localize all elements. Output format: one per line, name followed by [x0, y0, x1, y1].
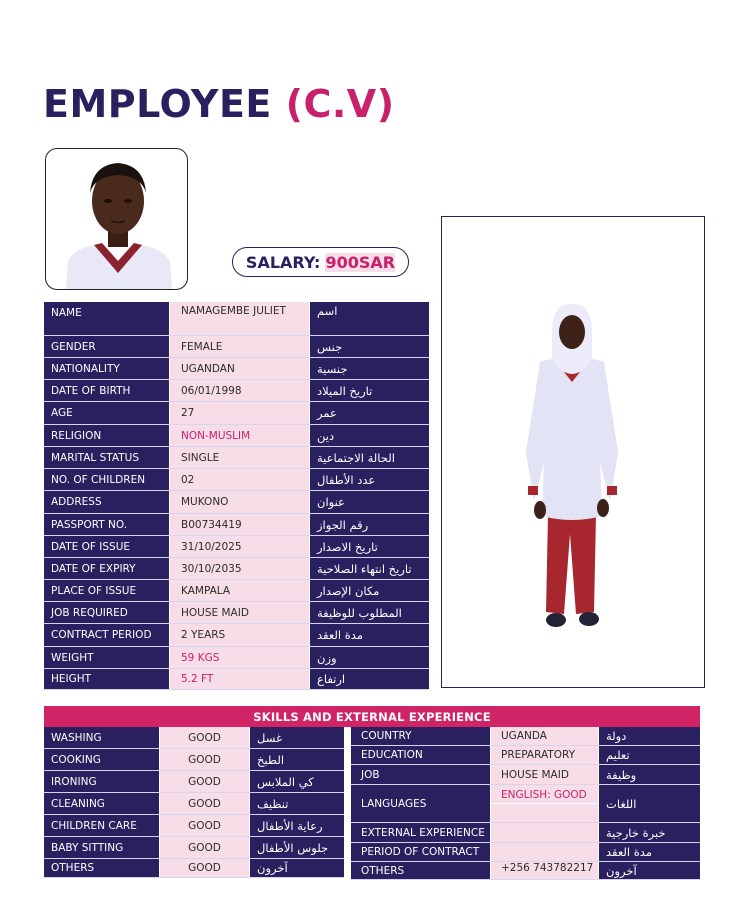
table-row [44, 447, 429, 469]
experience-label: JOB [351, 765, 491, 784]
field-label-arabic: دين [310, 425, 429, 446]
title-accent: (C.V) [285, 82, 395, 126]
page-title [43, 82, 395, 126]
skill-label: BABY SITTING [44, 837, 160, 858]
experience-label: OTHERS [351, 862, 491, 879]
experience-label: EDUCATION [351, 746, 491, 764]
skill-rating: GOOD [160, 859, 250, 877]
skill-rating: GOOD [160, 771, 250, 792]
skill-label: OTHERS [44, 859, 160, 877]
skill-row [44, 749, 344, 771]
skill-row [44, 815, 344, 837]
experience-row [351, 746, 700, 765]
table-row [44, 336, 429, 358]
skills-section-header: SKILLS AND EXTERNAL EXPERIENCE [44, 706, 700, 727]
field-label-arabic: مكان الإصدار [310, 580, 429, 601]
skill-rating: GOOD [160, 815, 250, 836]
experience-value [491, 823, 599, 842]
field-value: B00734419 [170, 514, 310, 535]
experience-row [351, 785, 700, 823]
skill-label: WASHING [44, 727, 160, 748]
table-row [44, 580, 429, 602]
experience-value: PREPARATORY [491, 746, 599, 764]
experience-label-arabic: مدة العقد [599, 843, 700, 861]
field-label: JOB REQUIRED [44, 602, 170, 623]
experience-label-arabic: اللغات [599, 785, 700, 822]
field-label: GENDER [44, 336, 170, 357]
table-row [44, 536, 429, 558]
field-label: DATE OF ISSUE [44, 536, 170, 557]
field-label-arabic: عدد الأطفال [310, 469, 429, 490]
table-row [44, 425, 429, 447]
field-label-arabic: اسم [310, 302, 429, 335]
field-label: WEIGHT [44, 647, 170, 668]
skill-label-arabic: رعاية الأطفال [250, 815, 344, 836]
field-value: UGANDAN [170, 358, 310, 379]
table-row [44, 602, 429, 624]
field-label-arabic: المطلوب للوظيفة [310, 602, 429, 623]
skill-rating: GOOD [160, 793, 250, 814]
experience-label-arabic: وظيفة [599, 765, 700, 784]
experience-row [351, 823, 700, 843]
skills-table [44, 727, 344, 878]
experience-value: +256 743782217 [491, 862, 599, 879]
field-label: MARITAL STATUS [44, 447, 170, 468]
skill-row [44, 727, 344, 749]
field-label-arabic: ارتفاع [310, 669, 429, 689]
portrait-image [64, 157, 172, 289]
table-row [44, 514, 429, 536]
table-row [44, 358, 429, 380]
title-main: EMPLOYEE [43, 82, 272, 126]
experience-label-arabic: تعليم [599, 746, 700, 764]
field-label-arabic: الحالة الاجتماعية [310, 447, 429, 468]
skill-label-arabic: كي الملابس [250, 771, 344, 792]
field-label: ADDRESS [44, 491, 170, 513]
field-label-arabic: تاريخ الميلاد [310, 380, 429, 401]
skill-label-arabic: الطبخ [250, 749, 344, 770]
skill-label-arabic: تنظيف [250, 793, 344, 814]
field-label: NO. OF CHILDREN [44, 469, 170, 490]
field-value: 59 KGS [170, 647, 310, 668]
skill-row [44, 793, 344, 815]
skill-label-arabic: غسل [250, 727, 344, 748]
skill-label-arabic: جلوس الأطفال [250, 837, 344, 858]
experience-value [491, 785, 599, 822]
field-value: MUKONO [170, 491, 310, 513]
experience-label: EXTERNAL EXPERIENCE [351, 823, 491, 842]
skill-label: COOKING [44, 749, 160, 770]
salary-value: 900SAR [325, 252, 396, 272]
field-label: AGE [44, 402, 170, 424]
field-label: NATIONALITY [44, 358, 170, 379]
field-label: PASSPORT NO. [44, 514, 170, 535]
field-value: 2 YEARS [170, 624, 310, 646]
table-row [44, 647, 429, 669]
experience-row [351, 862, 700, 880]
skill-row [44, 837, 344, 859]
skill-label-arabic: آخرون [250, 859, 344, 877]
field-label-arabic: تاريخ الاصدار [310, 536, 429, 557]
field-label-arabic: رقم الجواز [310, 514, 429, 535]
personal-info-table [44, 302, 429, 690]
experience-row [351, 727, 700, 746]
full-body-photo [441, 216, 705, 688]
field-value: 5.2 FT [170, 669, 310, 689]
salary-label: SALARY: [245, 252, 321, 272]
field-label: HEIGHT [44, 669, 170, 689]
experience-value: UGANDA [491, 727, 599, 745]
field-label: DATE OF BIRTH [44, 380, 170, 401]
table-row [44, 302, 429, 336]
field-value: SINGLE [170, 447, 310, 468]
table-row [44, 624, 429, 647]
field-label-arabic: تاريخ انتهاء الصلاحية [310, 558, 429, 579]
experience-value [491, 843, 599, 861]
field-label: CONTRACT PERIOD [44, 624, 170, 646]
skill-row [44, 859, 344, 878]
experience-value: HOUSE MAID [491, 765, 599, 784]
field-label: PLACE OF ISSUE [44, 580, 170, 601]
field-value: HOUSE MAID [170, 602, 310, 623]
experience-label-arabic: دولة [599, 727, 700, 745]
field-value: 06/01/1998 [170, 380, 310, 401]
skill-rating: GOOD [160, 749, 250, 770]
table-row [44, 669, 429, 690]
field-value: 30/10/2035 [170, 558, 310, 579]
experience-row [351, 843, 700, 862]
salary-badge [232, 247, 409, 277]
skill-rating: GOOD [160, 837, 250, 858]
experience-label-arabic: خبرة خارجية [599, 823, 700, 842]
field-value: 31/10/2025 [170, 536, 310, 557]
table-row [44, 380, 429, 402]
full-body-image [512, 302, 632, 642]
field-label-arabic: مدة العقد [310, 624, 429, 646]
experience-table [351, 727, 700, 880]
experience-label: COUNTRY [351, 727, 491, 745]
experience-label: LANGUAGES [351, 785, 491, 822]
skill-label: CHILDREN CARE [44, 815, 160, 836]
field-label-arabic: وزن [310, 647, 429, 668]
field-value: FEMALE [170, 336, 310, 357]
field-value: NAMAGEMBE JULIET [170, 302, 310, 335]
experience-row [351, 765, 700, 785]
language-value-2 [491, 803, 598, 822]
language-value: ENGLISH: GOOD [501, 789, 587, 801]
portrait-photo [45, 148, 188, 290]
skill-label: IRONING [44, 771, 160, 792]
field-value: 02 [170, 469, 310, 490]
field-label: NAME [44, 302, 170, 335]
table-row [44, 491, 429, 514]
field-label: RELIGION [44, 425, 170, 446]
field-label-arabic: عمر [310, 402, 429, 424]
field-value: 27 [170, 402, 310, 424]
skill-rating: GOOD [160, 727, 250, 748]
table-row [44, 402, 429, 425]
field-value: NON-MUSLIM [170, 425, 310, 446]
skill-row [44, 771, 344, 793]
field-value: KAMPALA [170, 580, 310, 601]
experience-label-arabic: آخرون [599, 862, 700, 879]
experience-label: PERIOD OF CONTRACT [351, 843, 491, 861]
field-label-arabic: جنسية [310, 358, 429, 379]
skill-label: CLEANING [44, 793, 160, 814]
field-label-arabic: عنوان [310, 491, 429, 513]
table-row [44, 469, 429, 491]
field-label: DATE OF EXPIRY [44, 558, 170, 579]
table-row [44, 558, 429, 580]
field-label-arabic: جنس [310, 336, 429, 357]
